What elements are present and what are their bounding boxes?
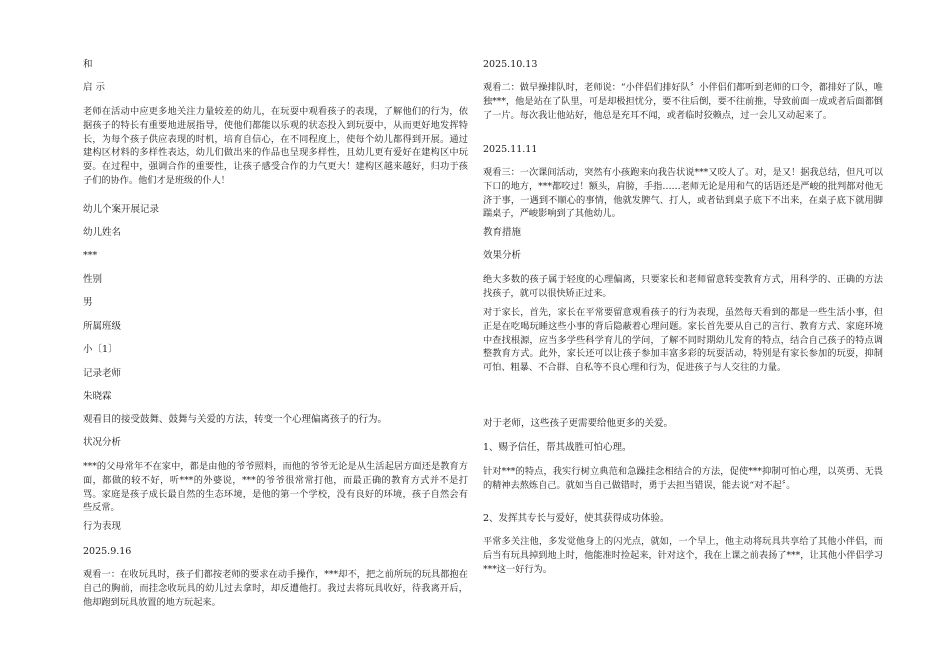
paragraph-parents: 对于家长，首先，家长在平常要留意观看孩子的行为表现，虽然每天看到的都是一些生活小事，但正是在吃喝玩睡这些小事的背后隐蔽着心理问题。家长首先要从自己的言行、教育方式、家庭环境中查找根源，应当多学些科学育儿的学问，了解不同时期幼儿发育的特点，结合自己孩子的特点调整教育方式。此外，家长还可以让孩子参加丰富多彩的玩耍活动，特别是有家长参加的玩耍，抑制可怕、粗暴、不合群、自私等不良心理和行为，促进孩子与人交往的力量。 [483, 307, 883, 374]
class-value: 小〔1〕 [83, 344, 118, 355]
text-he: 和 [83, 59, 93, 70]
paragraph-item-1: 针对***的特点，我实行树立典范和急躁挂念相结合的方法，促使***抑制可怕心理，以英勇、无畏的精神去熬炼自己。就如当自己做错时，勇于去担当错误，能去说“对不起〞。 [483, 466, 883, 491]
date-observation-3: 2025.11.11 [483, 144, 538, 155]
gender-value: 男 [83, 297, 93, 308]
goal-text: 观看目的接受鼓舞、鼓舞与关爱的方法，转变一个心理偏离孩子的行为。 [83, 414, 388, 425]
paragraph-effect: 绝大多数的孩子属于轻度的心理偏离，只要家长和老师留意转变教育方式，用科学的、正确的方法找孩子，就可以很快矫正过来。 [483, 274, 883, 299]
heading-effect: 效果分析 [483, 250, 522, 261]
heading-situation: 状况分析 [83, 437, 122, 448]
date-observation-1: 2025.9.16 [83, 546, 132, 557]
case-title: 幼儿个案开展记录 [83, 204, 160, 215]
item-1-title: 1、赐予信任，帮其战胜可怕心理。 [483, 442, 632, 453]
text-for-teachers: 对于老师，这些孩子更需要给他更多的关爱。 [483, 418, 674, 429]
paragraph-situation: ***的父母常年不在家中，都是由他的爷爷照料，而他的爷爷无论是从生活起居方面还是教育方面，都做的较不好，听***的外婆说，***的爷爷很常常打他，而最正确的教育方式并不是打骂。家庭是孩子成长最自然的生态环境，是他的第一个学校，没有良好的环境，孩子自然会有些反常。 [83, 461, 468, 514]
name-label: 幼儿姓名 [83, 227, 122, 238]
teacher-value: 朱晓霖 [83, 391, 112, 402]
paragraph-observation-3: 观看三：一次课间活动，突然有小孩跑来向我告状说***又咬人了。对，是又！据我总结，但凡可以下口的地方，***都咬过！额头，肩膀，手指……老师无论是用和气的话语还是严峻的批判都对他无济于事，一遇到不顺心的事情，他就发脾气、打人，或者钻到桌子底下不出来，在桌子底下就用脚踹桌子，严峻影响到了其他幼儿。 [483, 167, 883, 220]
heading-behavior: 行为表现 [83, 521, 122, 532]
class-label: 所属班级 [83, 321, 122, 332]
teacher-label: 记录老师 [83, 368, 122, 379]
gender-label: 性别 [83, 274, 103, 285]
heading-qishi: 启 示 [83, 82, 106, 93]
item-2-title: 2、发挥其专长与爱好，使其获得成功体验。 [483, 513, 670, 524]
name-value: *** [83, 250, 98, 261]
heading-measures: 教育措施 [483, 227, 522, 238]
paragraph-qishi: 老师在活动中应更多地关注力量较差的幼儿，在玩耍中观看孩子的表现，了解他们的行为，依据孩子的特长有重要地进展指导，使他们都能以乐观的状态投入到玩耍中，从而更好地发挥特长，为每个孩子供应表现的时机，培育自信心，在不同程度上，使每个幼儿都得到开展。通过建构区材料的多样性表达，幼儿们做出来的作品也呈现多样性，且幼儿更有爱好在建构区中玩耍。在过程中，强调合作的重要性，让孩子感受合作的力气更大！建构区越来越好，归功于孩子们的协作。他们才是班级的仆人！ [83, 106, 468, 186]
paragraph-observation-2: 观看二：做早操排队时，老师说：“小伴侣们排好队〞小伴侣们都听到老师的口令，都排好了队，唯独***，他是站在了队里，可是却极担忧分，要不往后倒，要不往前推，导致前面一成或者后面都倒了一片。每次我让他站好，他总是充耳不闻，或者临时狡赖点，过一会儿又动起来了。 [483, 82, 883, 121]
date-observation-2: 2025.10.13 [483, 59, 538, 70]
paragraph-observation-1: 观看一：在收玩具时，孩子们都按老师的要求在动手操作，***却不，把之前所玩的玩具都抱在自己的胸前，而挂念收玩具的幼儿过去拿时，却反遭他打。我过去将玩具收好，待我离开后，他却跑到玩具放置的地方玩起来。 [83, 569, 468, 608]
paragraph-item-2: 平常多关注他，多发觉他身上的闪光点，就如，一个早上，他主动将玩具共享给了其他小伴侣，而后当有玩具掉到地上时，他能准时捡起来，针对这个，我在上课之前表扬了***，让其他小伴侣学习***这一好行为。 [483, 536, 883, 575]
